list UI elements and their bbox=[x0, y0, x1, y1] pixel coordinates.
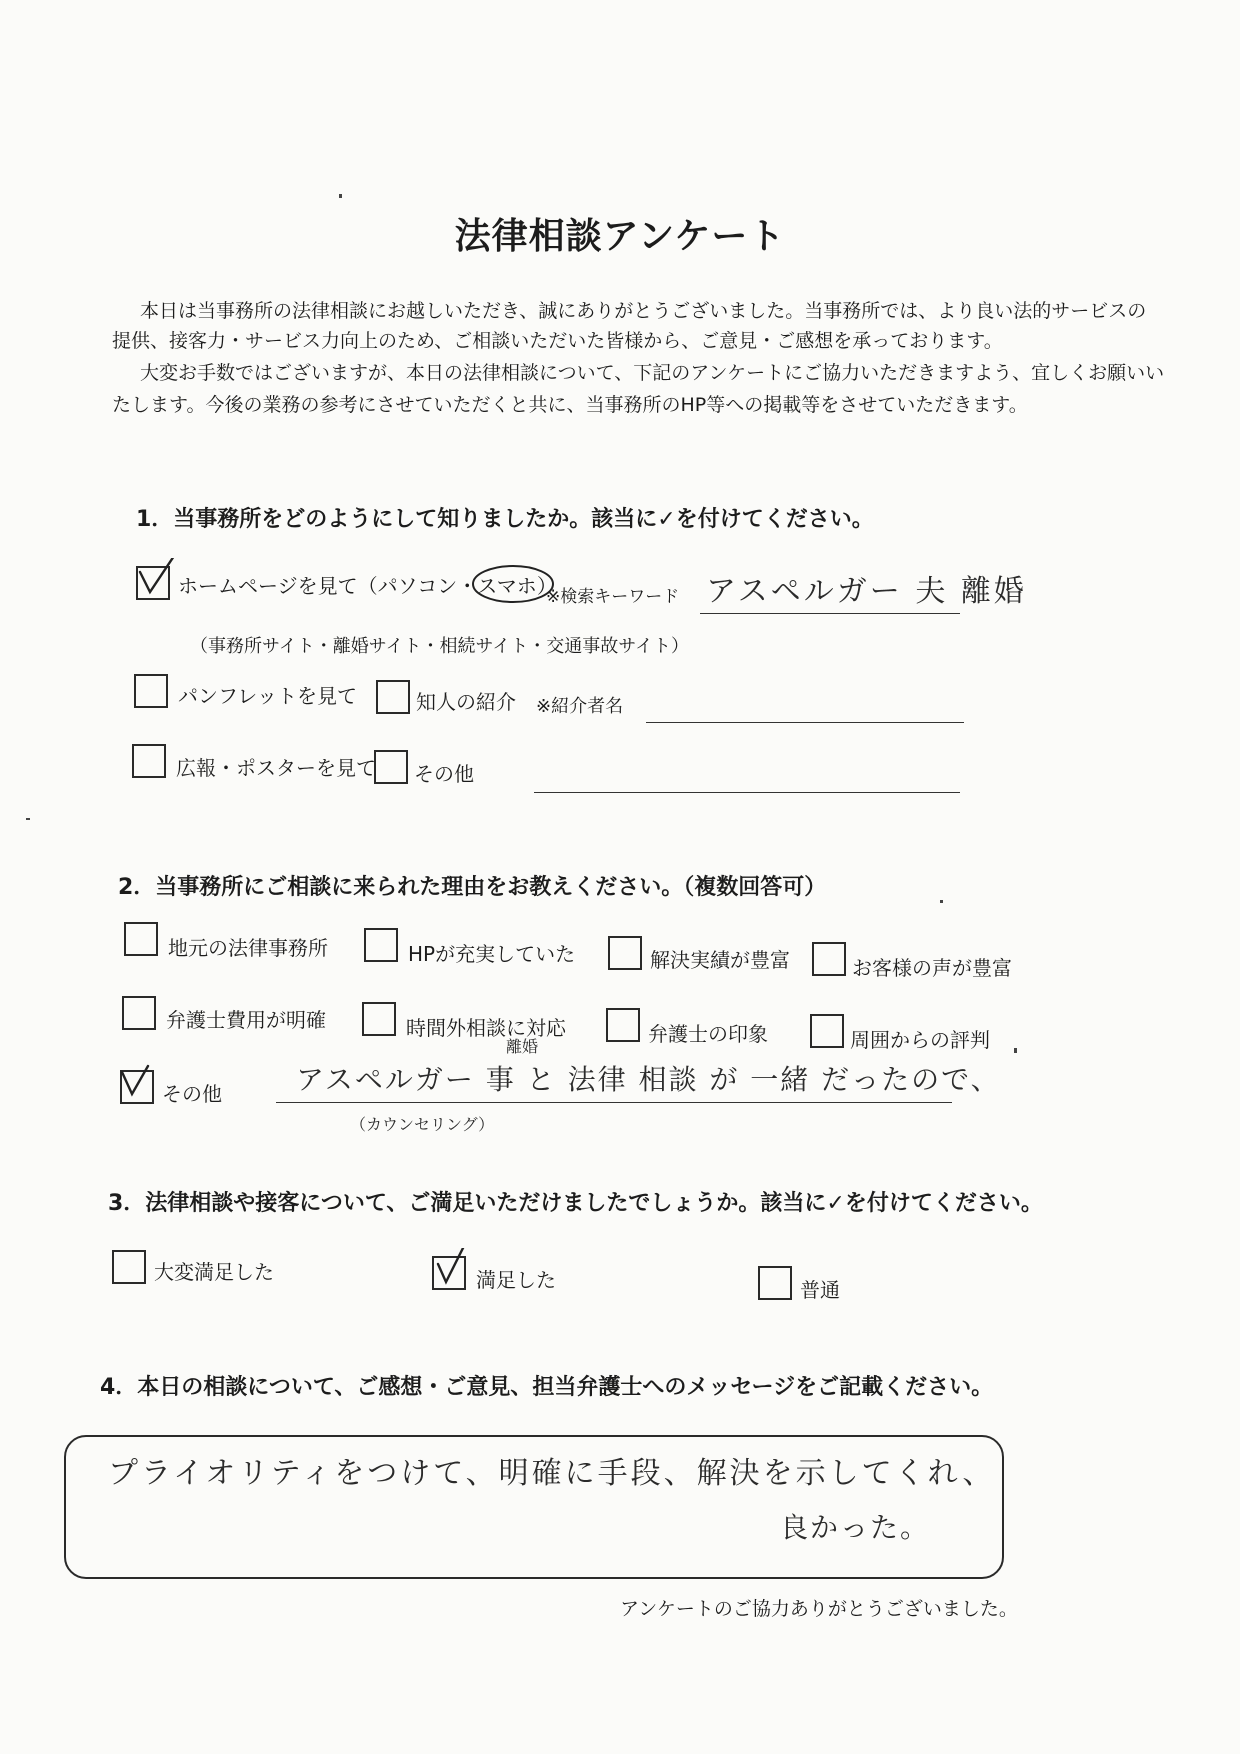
q2-option-checkbox[interactable] bbox=[608, 936, 642, 970]
q2-other-checkbox[interactable] bbox=[120, 1070, 154, 1104]
q1-pamphlet-label: パンフレットを見て bbox=[178, 684, 357, 708]
q3-option-label: 普通 bbox=[800, 1278, 840, 1302]
check-mark-icon bbox=[430, 1248, 474, 1292]
q1-other-field[interactable] bbox=[534, 792, 960, 793]
check-mark-icon bbox=[134, 558, 178, 602]
q1-referrer-label: ※紹介者名 bbox=[536, 696, 624, 717]
check-mark-icon bbox=[118, 1062, 162, 1106]
q1-keyword-underline bbox=[700, 613, 960, 614]
q2-option-checkbox[interactable] bbox=[812, 942, 846, 976]
q1-poster-label: 広報・ポスターを見て bbox=[176, 756, 376, 780]
q1-poster-checkbox[interactable] bbox=[132, 744, 166, 778]
q2-option-label: 解決実績が豊富 bbox=[650, 948, 790, 972]
q3-satisfied-checkbox[interactable] bbox=[432, 1256, 466, 1290]
scan-speck bbox=[339, 194, 342, 198]
q2-other-value: アスペルガー 事 と 法律 相談 が 一緒 だったので、 bbox=[296, 1063, 1001, 1096]
q2-option-checkbox[interactable] bbox=[122, 996, 156, 1030]
intro-line-4: たします。今後の業務の参考にさせていただくと共に、当事務所のHP等への掲載等をさせていただきます。 bbox=[112, 394, 1028, 416]
q3-option-label: 満足した bbox=[476, 1268, 556, 1292]
footer-thanks: アンケートのご協力ありがとうございました。 bbox=[620, 1598, 1018, 1620]
q1-site-list: （事務所サイト・離婚サイト・相続サイト・交通事故サイト） bbox=[190, 636, 689, 657]
intro-line-2: 提供、接客力・サービス力向上のため、ご相談いただいた皆様から、ご意見・ご感想を承っております。 bbox=[112, 330, 1003, 352]
survey-title: 法律相談アンケート bbox=[454, 216, 786, 257]
q2-option-checkbox[interactable] bbox=[606, 1008, 640, 1042]
q2-option-label: 地元の法律事務所 bbox=[168, 936, 328, 960]
q1-keyword-value: アスペルガー 夫 離婚 bbox=[706, 574, 1027, 609]
q2-option-label: 時間外相談に対応 bbox=[406, 1016, 566, 1040]
q4-comment-line-2: 良かった。 bbox=[780, 1511, 931, 1544]
q1-smartphone-circled: スマホ bbox=[477, 574, 537, 598]
q1-pamphlet-checkbox[interactable] bbox=[134, 674, 168, 708]
q2-option-checkbox[interactable] bbox=[364, 928, 398, 962]
q2-other-note-below: （カウンセリング） bbox=[350, 1115, 495, 1134]
q2-option-label: HPが充実していた bbox=[408, 942, 576, 966]
q2-option-checkbox[interactable] bbox=[810, 1014, 844, 1048]
hand-circle-icon bbox=[469, 562, 557, 606]
q3-option-checkbox[interactable] bbox=[758, 1266, 792, 1300]
q3-heading: 3．法律相談や接客について、ご満足いただけましたでしょうか。該当に✓を付けてください。 bbox=[108, 1191, 1043, 1216]
q1-homepage-label: ホームページを見て（パソコン・スマホ ） bbox=[178, 570, 557, 599]
intro-line-1: 本日は当事務所の法律相談にお越しいただき、誠にありがとうございました。当事務所では、より良い法的サービスの bbox=[140, 300, 1147, 322]
scan-speck bbox=[26, 818, 30, 820]
q3-option-label: 大変満足した bbox=[154, 1260, 274, 1284]
q2-other-field[interactable] bbox=[276, 1102, 952, 1103]
q1-other-checkbox[interactable] bbox=[374, 750, 408, 784]
q2-other-label: その他 bbox=[162, 1082, 222, 1106]
q2-option-label: 弁護士の印象 bbox=[648, 1022, 768, 1046]
q1-referrer-field[interactable] bbox=[646, 722, 964, 723]
q2-option-checkbox[interactable] bbox=[124, 922, 158, 956]
q2-other-note-above: 離婚 bbox=[506, 1037, 539, 1056]
q4-heading: 4．本日の相談について、ご感想・ご意見、担当弁護士へのメッセージをご記載ください。 bbox=[100, 1375, 994, 1400]
q4-comment-line-1: プライオリティをつけて、明確に手段、解決を示してくれ、 bbox=[108, 1456, 996, 1491]
q1-heading: 1．当事務所をどのようにして知りましたか。該当に✓を付けてください。 bbox=[136, 507, 874, 532]
q2-option-label: 周囲からの評判 bbox=[850, 1028, 990, 1052]
scan-speck bbox=[1014, 1048, 1017, 1053]
q3-option-checkbox[interactable] bbox=[112, 1250, 146, 1284]
q1-introduction-checkbox[interactable] bbox=[376, 680, 410, 714]
q2-option-label: お客様の声が豊富 bbox=[852, 956, 1012, 980]
q2-heading: 2．当事務所にご相談に来られた理由をお教えください。（複数回答可） bbox=[118, 875, 827, 900]
scan-speck bbox=[940, 900, 943, 903]
q1-homepage-checkbox[interactable] bbox=[136, 566, 170, 600]
q2-option-label: 弁護士費用が明確 bbox=[166, 1008, 326, 1032]
q1-other-label: その他 bbox=[414, 762, 474, 786]
q2-option-checkbox[interactable] bbox=[362, 1002, 396, 1036]
q1-introduction-label: 知人の紹介 bbox=[416, 690, 516, 714]
q1-keyword-label: ※検索キーワード bbox=[546, 587, 680, 607]
intro-line-3: 大変お手数ではございますが、本日の法律相談について、下記のアンケートにご協力いただきますよう、宜しくお願いい bbox=[140, 362, 1165, 384]
